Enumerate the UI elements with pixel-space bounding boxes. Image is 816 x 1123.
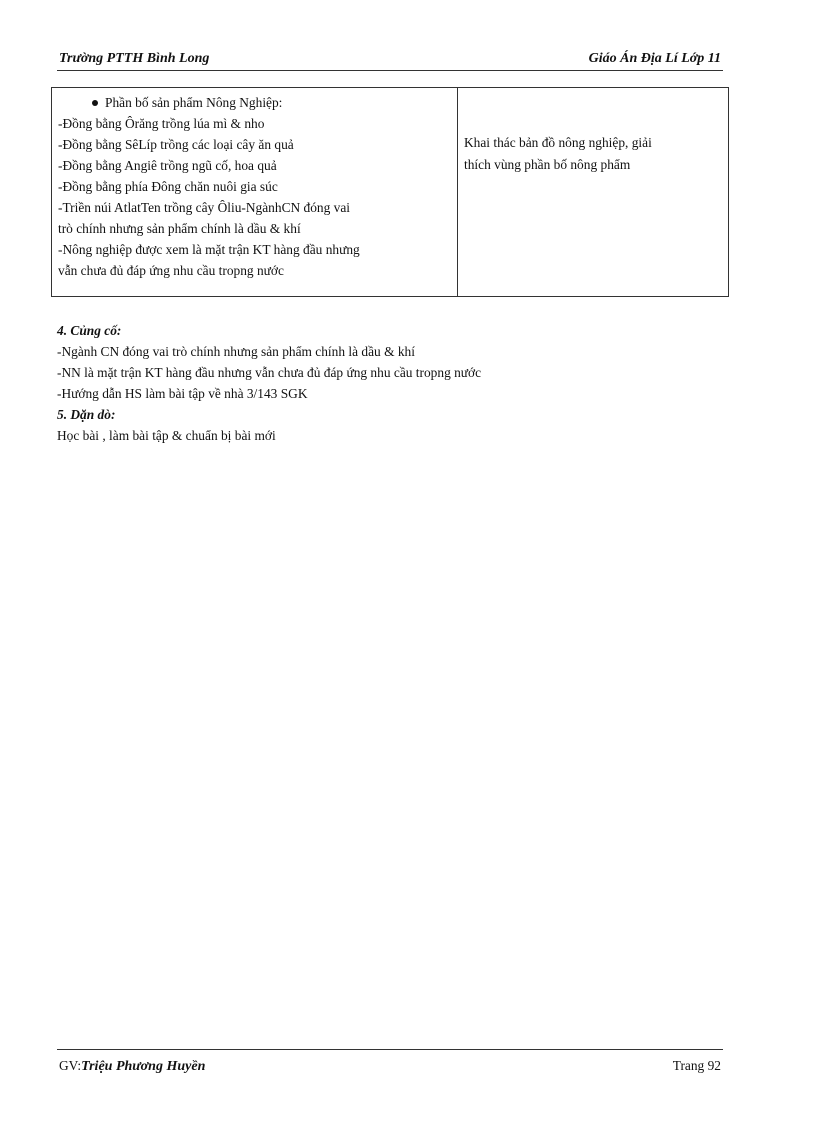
content-line: -Nông nghiệp được xem là mặt trận KT hàng đầu nhưng [58,242,360,257]
teacher-credit [59,1058,205,1075]
content-line: trò chính nhưng sản phẩm chính là dầu & khí [58,221,301,236]
consolidation-line: -Hướng dẫn HS làm bài tập về nhà 3/143 SGK [57,386,308,401]
page-header [57,50,723,71]
content-table [51,87,729,297]
content-line: -Đồng bằng Angiê trồng ngũ cố, hoa quả [58,158,277,173]
activity-line: thích vùng phần bố nông phẩm [464,157,631,172]
table-cell-activity [458,88,728,296]
consolidation-heading: 4. Củng cố: [57,323,122,338]
consolidation-line: -Ngành CN đóng vai trò chính nhưng sản phẩm chính là dầu & khí [57,344,415,359]
school-name: Trường PTTH Bình Long [59,51,210,66]
content-line: vẫn chưa đủ đáp ứng nhu cầu tropng nước [58,263,284,278]
consolidation-line: -NN là mặt trận KT hàng đầu nhưng vẫn chưa đủ đáp ứng nhu cầu tropng nước [57,365,482,380]
homework-text: Học bài , làm bài tập & chuẩn bị bài mới [57,428,276,443]
page-number: Trang 92 [672,1058,721,1073]
content-line: -Đồng bằng SêLíp trồng các loại cây ăn quả [58,137,294,152]
content-line: -Đồng bằng phía Đông chăn nuôi gia súc [58,179,278,194]
homework-heading: 5. Dặn dò: [57,407,116,422]
bullet-icon [92,100,98,106]
activity-line: Khai thác bản đồ nông nghiệp, giải [464,135,652,150]
teacher-prefix: GV: [59,1058,82,1073]
lesson-closing [57,320,737,446]
content-line: -Đồng bằng Ôrăng trồng lúa mì & nho [58,116,265,131]
teacher-name: Triệu Phương Huyền [81,1059,206,1074]
bullet-text: Phần bố sản phẩm Nông Nghiệp: [105,95,283,110]
content-line: -Triền núi AtlatTen trồng cây Ôliu-NgànhCN đóng vai [58,200,351,215]
bullet-item [58,92,457,113]
table-cell-content [52,88,458,296]
page-footer [57,1049,723,1074]
subject-title: Giáo Án Địa Lí Lớp 11 [588,51,721,66]
